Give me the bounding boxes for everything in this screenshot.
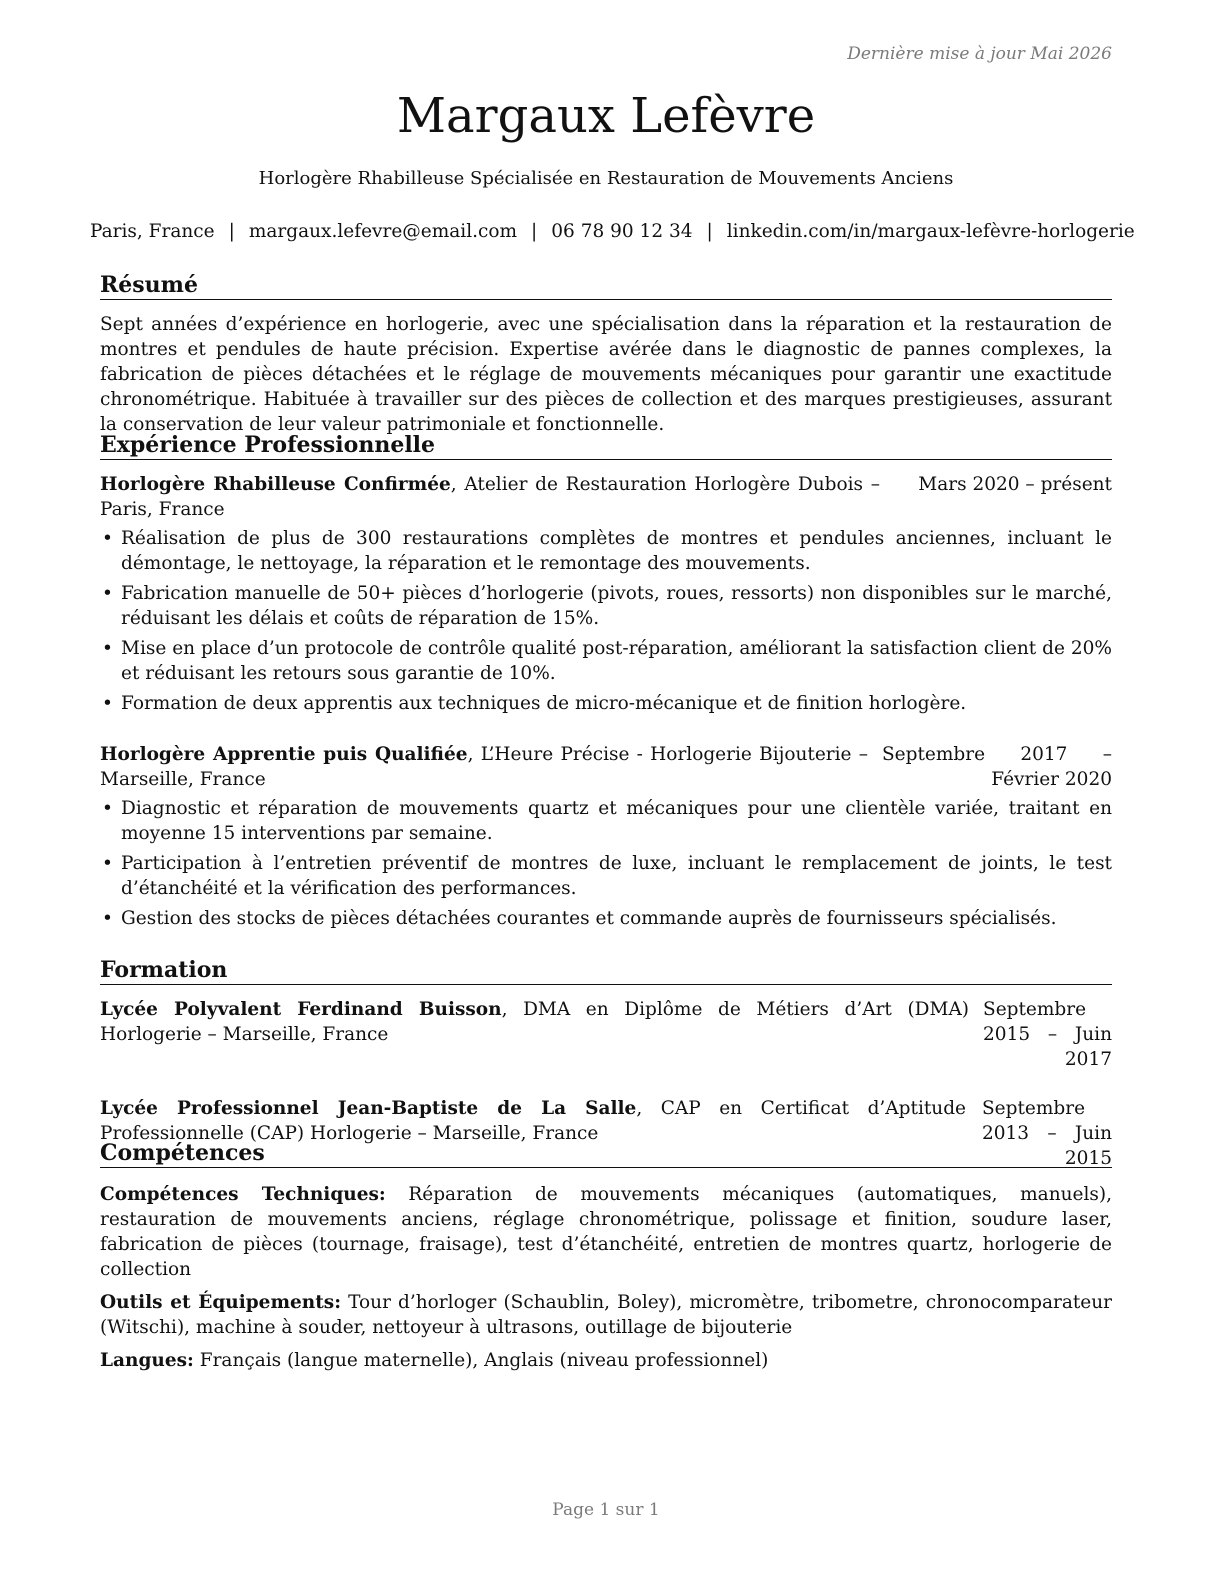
job-role: Horlogère Rhabilleuse Confirmée — [100, 474, 451, 495]
job-bullets — [100, 796, 1112, 931]
bullet-icon: • — [102, 693, 113, 714]
skill-label: Outils et Équipements: — [100, 1292, 342, 1313]
job-bullets — [100, 526, 1112, 716]
bullet-icon: • — [102, 798, 113, 819]
bullet-item: • Mise en place d’un protocole de contrôle qualité post-réparation, améliorant la satisfaction client de 20% et réduisant les retours sous garantie de 10%. — [102, 638, 1112, 684]
experience-section — [100, 431, 1112, 936]
candidate-headline: Horlogère Rhabilleuse Spécialisée en Restauration de Mouvements Anciens — [258, 168, 954, 189]
skill-label: Langues: — [100, 1350, 194, 1371]
job-entry — [100, 742, 1112, 931]
bullet-item: • Formation de deux apprentis aux techniques de micro-mécanique et de finition horlogère. — [102, 693, 967, 714]
summary-section — [100, 271, 1112, 437]
job-employer: , Atelier de Restauration Horlogère Dubois – Paris, France — [100, 474, 880, 520]
education-dates: Septembre 2015 – Juin 2017 — [983, 999, 1112, 1070]
bullet-item: • Diagnostic et réparation de mouvements quartz et mécaniques pour une clientèle variée, traitant en moyenne 15 interventions par semaine. — [102, 798, 1112, 844]
skill-label: Compétences Techniques: — [100, 1184, 386, 1205]
bullet-icon: • — [102, 528, 113, 549]
school-name: Lycée Professionnel Jean-Baptiste de La Salle — [100, 1098, 637, 1119]
job-dates: Mars 2020 – présent — [918, 474, 1112, 495]
skill-group — [100, 1290, 1112, 1340]
degree: , DMA en Diplôme de Métiers d’Art (DMA) Horlogerie – Marseille, France — [100, 999, 970, 1045]
contact-separator: | — [706, 221, 713, 242]
summary-text: Sept années d’expérience en horlogerie, avec une spécialisation dans la réparation et la restauration de montres et pendules de haute précision. Expertise avérée dans le diagnostic de pannes complexes, la fabrication de pièces détachées et le réglage de mouvements mécaniques pour garantir une exactitude chronométrique. Habituée à travailler sur des pièces de collection et des marques prestigieuses, assurant la conservation de leur valeur patrimoniale et fonctionnelle. — [100, 314, 1112, 435]
section-title: Expérience Professionnelle — [100, 431, 1112, 460]
contact-linkedin[interactable]: linkedin.com/in/margaux-lefèvre-horlogerie — [726, 221, 1135, 242]
bullet-icon: • — [102, 908, 113, 929]
bullet-icon: • — [102, 638, 113, 659]
page-number: Page 1 sur 1 — [552, 1500, 660, 1520]
degree: , CAP en Certificat d’Aptitude Professionnelle (CAP) Horlogerie – Marseille, France — [100, 1098, 967, 1144]
education-heading — [100, 997, 969, 1072]
job-role: Horlogère Apprentie puis Qualifiée — [100, 744, 468, 765]
bullet-item: • Fabrication manuelle de 50+ pièces d’horlogerie (pivots, roues, ressorts) non disponibles sur le marché, réduisant les délais et coûts de réparation de 15%. — [102, 583, 1112, 629]
education-entry — [100, 997, 1112, 1072]
job-heading — [100, 742, 868, 792]
section-title: Compétences — [100, 1139, 1112, 1168]
contact-separator: | — [531, 221, 538, 242]
job-dates: Septembre 2017 – Février 2020 — [882, 744, 1112, 790]
contact-phone[interactable]: 06 78 90 12 34 — [551, 221, 693, 242]
resume-page — [90, 0, 1135, 1584]
contact-location: Paris, France — [90, 221, 215, 242]
bullet-icon: • — [102, 583, 113, 604]
contact-line — [90, 219, 1135, 245]
contact-email[interactable]: margaux.lefevre@email.com — [248, 221, 518, 242]
bullet-icon: • — [102, 853, 113, 874]
school-name: Lycée Polyvalent Ferdinand Buisson — [100, 999, 502, 1020]
bullet-item: • Réalisation de plus de 300 restaurations complètes de montres et pendules anciennes, incluant le démontage, le nettoyage, la réparation et le remontage des mouvements. — [102, 528, 1112, 574]
skill-text: Réparation de mouvements mécaniques (automatiques, manuels), restauration de mouvements anciens, réglage chronométrique, polissage et finition, soudure laser, fabrication de pièces (tournage, fraisage), test d’étanchéité, entretien de montres quartz, horlogerie de collection — [100, 1184, 1112, 1280]
skill-text: Tour d’horloger (Schaublin, Boley), micromètre, tribometre, chronocomparateur (Witschi), machine à souder, nettoyeur à ultrasons, outillage de bijouterie — [100, 1292, 1112, 1338]
section-title: Formation — [100, 956, 1112, 985]
bullet-item: • Participation à l’entretien préventif de montres de luxe, incluant le remplacement de joints, le test d’étanchéité et la vérification des performances. — [102, 853, 1112, 899]
contact-separator: | — [228, 221, 235, 242]
education-dates: Septembre 2013 – Juin 2015 — [982, 1098, 1112, 1169]
bullet-item: • Gestion des stocks de pièces détachées courantes et commande auprès de fournisseurs spécialisés. — [102, 908, 1057, 929]
skill-group — [100, 1182, 1112, 1282]
skill-text: Français (langue maternelle), Anglais (niveau professionnel) — [193, 1350, 769, 1371]
section-title: Résumé — [100, 271, 1112, 300]
job-entry — [100, 472, 1112, 716]
job-heading — [100, 472, 880, 522]
last-updated: Dernière mise à jour Mai 2026 — [847, 44, 1112, 64]
candidate-name: Margaux Lefèvre — [396, 88, 816, 144]
job-employer: , L’Heure Précise - Horlogerie Bijouterie – Marseille, France — [100, 744, 868, 790]
skills-section — [100, 1139, 1112, 1373]
skill-group — [100, 1348, 1112, 1373]
